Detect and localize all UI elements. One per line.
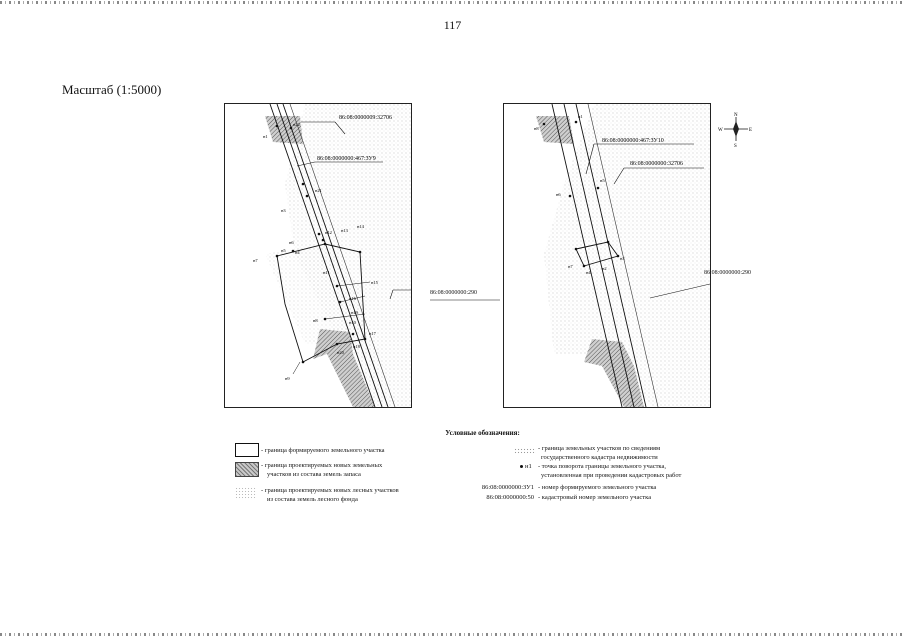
legend-boundary-forest-1: - граница проектируемых новых лесных участков [261, 487, 399, 494]
compass-w: W [718, 128, 723, 133]
label-cad-290-right: 86:08:0000000:290 [704, 270, 752, 276]
point-label: н13 [341, 228, 348, 233]
legend-boundary-new-2: участков из состава земель запаса [267, 471, 361, 478]
point-label: н8 [313, 318, 318, 323]
compass-n: N [734, 113, 738, 118]
legend-boundary-forest-2: из состава земель лесного фонда [267, 496, 358, 503]
legend-cadastre-1: - граница земельных участков по сведениям [538, 445, 661, 452]
scan-edge-bottom [0, 633, 905, 636]
point-label: н19 [351, 310, 358, 315]
page-number: 117 [443, 18, 462, 32]
point-label: н11 [323, 270, 330, 275]
scale-label: Масштаб (1:5000) [62, 82, 162, 97]
compass-s: S [734, 144, 737, 147]
point-label: н6 [289, 240, 294, 245]
point-label: н2 [602, 266, 607, 271]
legend-swatch-new [235, 462, 259, 477]
hatched-plot-1 [265, 116, 303, 144]
point-label: н5 [600, 178, 605, 183]
point-label: н14 [357, 224, 364, 229]
point-label: н17 [369, 331, 376, 336]
compass-icon [718, 111, 754, 147]
point-label: н7 [253, 258, 258, 263]
legend-cad-number-sample: 86:08:0000000:50 [486, 494, 534, 501]
legend-turn-point-sample: н1 [525, 463, 532, 470]
point-label: н18 [353, 344, 360, 349]
point-label: н7 [568, 264, 573, 269]
compass-e: E [749, 128, 753, 133]
legend-swatch-boundary [235, 443, 259, 457]
point-label: н16 [349, 296, 356, 301]
legend-turn-point-dot [520, 465, 523, 468]
point-label: н21 [315, 188, 322, 193]
label-plot-zu10: 86:08:0000000:467:ЗУ10 [602, 138, 664, 144]
legend-turn-point-2: установленная при проведении кадастровых работ [541, 472, 682, 479]
legend-cad-number-desc: - кадастровый номер земельного участка [538, 494, 652, 501]
point-label: н9 [285, 376, 290, 381]
map-left [224, 103, 412, 408]
point-label: н1 [263, 134, 268, 139]
point-label: н20 [337, 350, 344, 355]
legend-swatch-forest [235, 487, 257, 500]
label-plot-zu9: 86:08:0000000:467:ЗУ9 [317, 156, 376, 162]
point-label: н8 [534, 126, 539, 131]
point-label: н4 [586, 270, 591, 275]
label-cad-290-left: 86:08:0000000:290 [430, 290, 478, 296]
hatched-plot-r1 [536, 116, 574, 144]
label-cad-mid: 86:08:0000000:32706 [630, 161, 684, 167]
legend-title: Условные обозначения: [445, 429, 520, 437]
label-cad-top: 86:08:0000009:32706 [339, 115, 393, 121]
point-label: н4 [295, 250, 300, 255]
legend-plot-number-desc: - номер формируемого земельного участка [538, 484, 657, 491]
legend-swatch-cadastre [514, 448, 536, 454]
compass-rose [718, 111, 754, 147]
point-label: н5 [281, 248, 286, 253]
point-label: н12 [325, 230, 332, 235]
map-right-drawing [504, 104, 710, 407]
point-label: н6 [556, 192, 561, 197]
map-left-drawing [225, 104, 411, 407]
point-label: н15 [371, 280, 378, 285]
legend-plot-number-sample: 86:08:0000000:ЗУ1 [481, 484, 534, 491]
point-label: н10 [349, 320, 356, 325]
scan-edge-top [0, 1, 905, 4]
point-label: н3 [620, 256, 625, 261]
point-label: н1 [578, 114, 583, 119]
legend-boundary-formed: - граница формируемого земельного участка [261, 447, 385, 454]
legend-boundary-new-1: - граница проектируемых новых земельных [261, 462, 383, 469]
legend-turn-point-1: - точка поворота границы земельного участка, [538, 463, 667, 470]
legend-cadastre-2: государственного кадастра недвижимости [541, 454, 658, 461]
point-label: н22 [293, 122, 300, 127]
map-right [503, 103, 711, 408]
point-label: н3 [281, 208, 286, 213]
